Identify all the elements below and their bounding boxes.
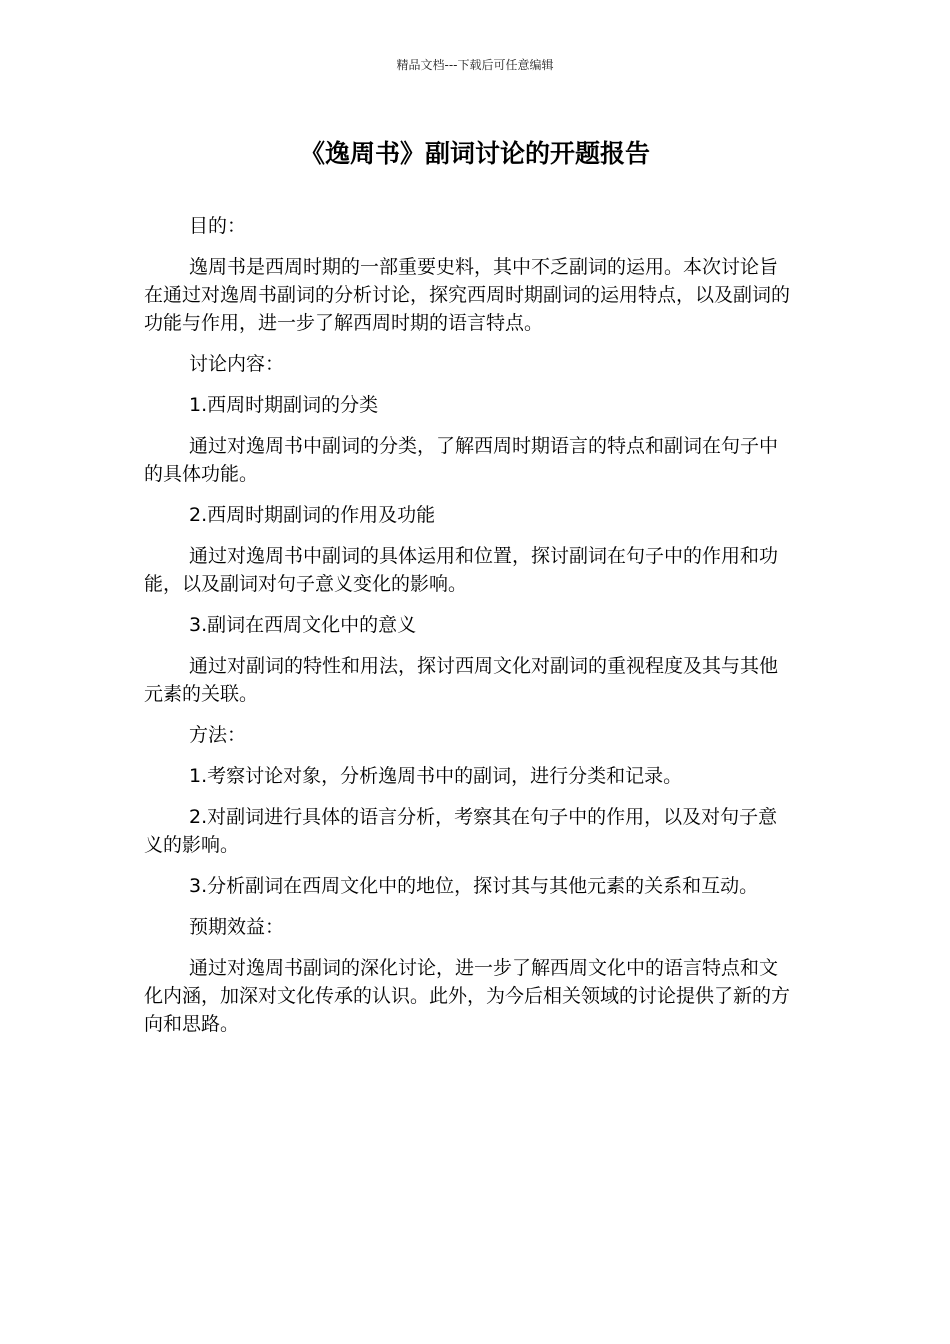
content-item-2-heading: 2.西周时期副词的作用及功能 (189, 504, 436, 526)
content-item-3-text: 通过对副词的特性和用法，探讨西周文化对副词的重视程度及其与其他元素的关联。 (144, 655, 779, 705)
section-heading-method: 方法： (189, 724, 247, 746)
content-item-1-text: 通过对逸周书中副词的分类，了解西周时期语言的特点和副词在句子中的具体功能。 (144, 435, 779, 485)
paragraph-benefits: 通过对逸周书副词的深化讨论，进一步了解西周文化中的语言特点和文化内涵，加深对文化传承的认识。此外，为今后相关领域的讨论提供了新的方向和思路。 (144, 957, 791, 1035)
document-body (144, 212, 794, 1051)
document-title: 《逸周书》副词讨论的开题报告 (299, 139, 650, 168)
content-item-3-heading: 3.副词在西周文化中的意义 (189, 614, 417, 636)
header-note: 精品文档---下载后可任意编辑 (396, 58, 554, 72)
method-item-1: 1.考察讨论对象，分析逸周书中的副词，进行分类和记录。 (189, 765, 683, 787)
content-item-2-text: 通过对逸周书中副词的具体运用和位置，探讨副词在句子中的作用和功能，以及副词对句子意义变化的影响。 (144, 545, 779, 595)
paragraph-purpose: 逸周书是西周时期的一部重要史料，其中不乏副词的运用。本次讨论旨在通过对逸周书副词的分析讨论，探究西周时期副词的运用特点，以及副词的功能与作用，进一步了解西周时期的语言特点。 (144, 256, 791, 334)
section-heading-purpose: 目的： (189, 215, 247, 237)
method-item-2: 2.对副词进行具体的语言分析，考察其在句子中的作用，以及对句子意义的影响。 (144, 806, 778, 856)
content-item-1-heading: 1.西周时期副词的分类 (189, 394, 379, 416)
section-heading-content: 讨论内容： (189, 353, 285, 375)
method-item-3: 3.分析副词在西周文化中的地位，探讨其与其他元素的关系和互动。 (189, 875, 759, 897)
section-heading-benefits: 预期效益： (189, 916, 285, 938)
